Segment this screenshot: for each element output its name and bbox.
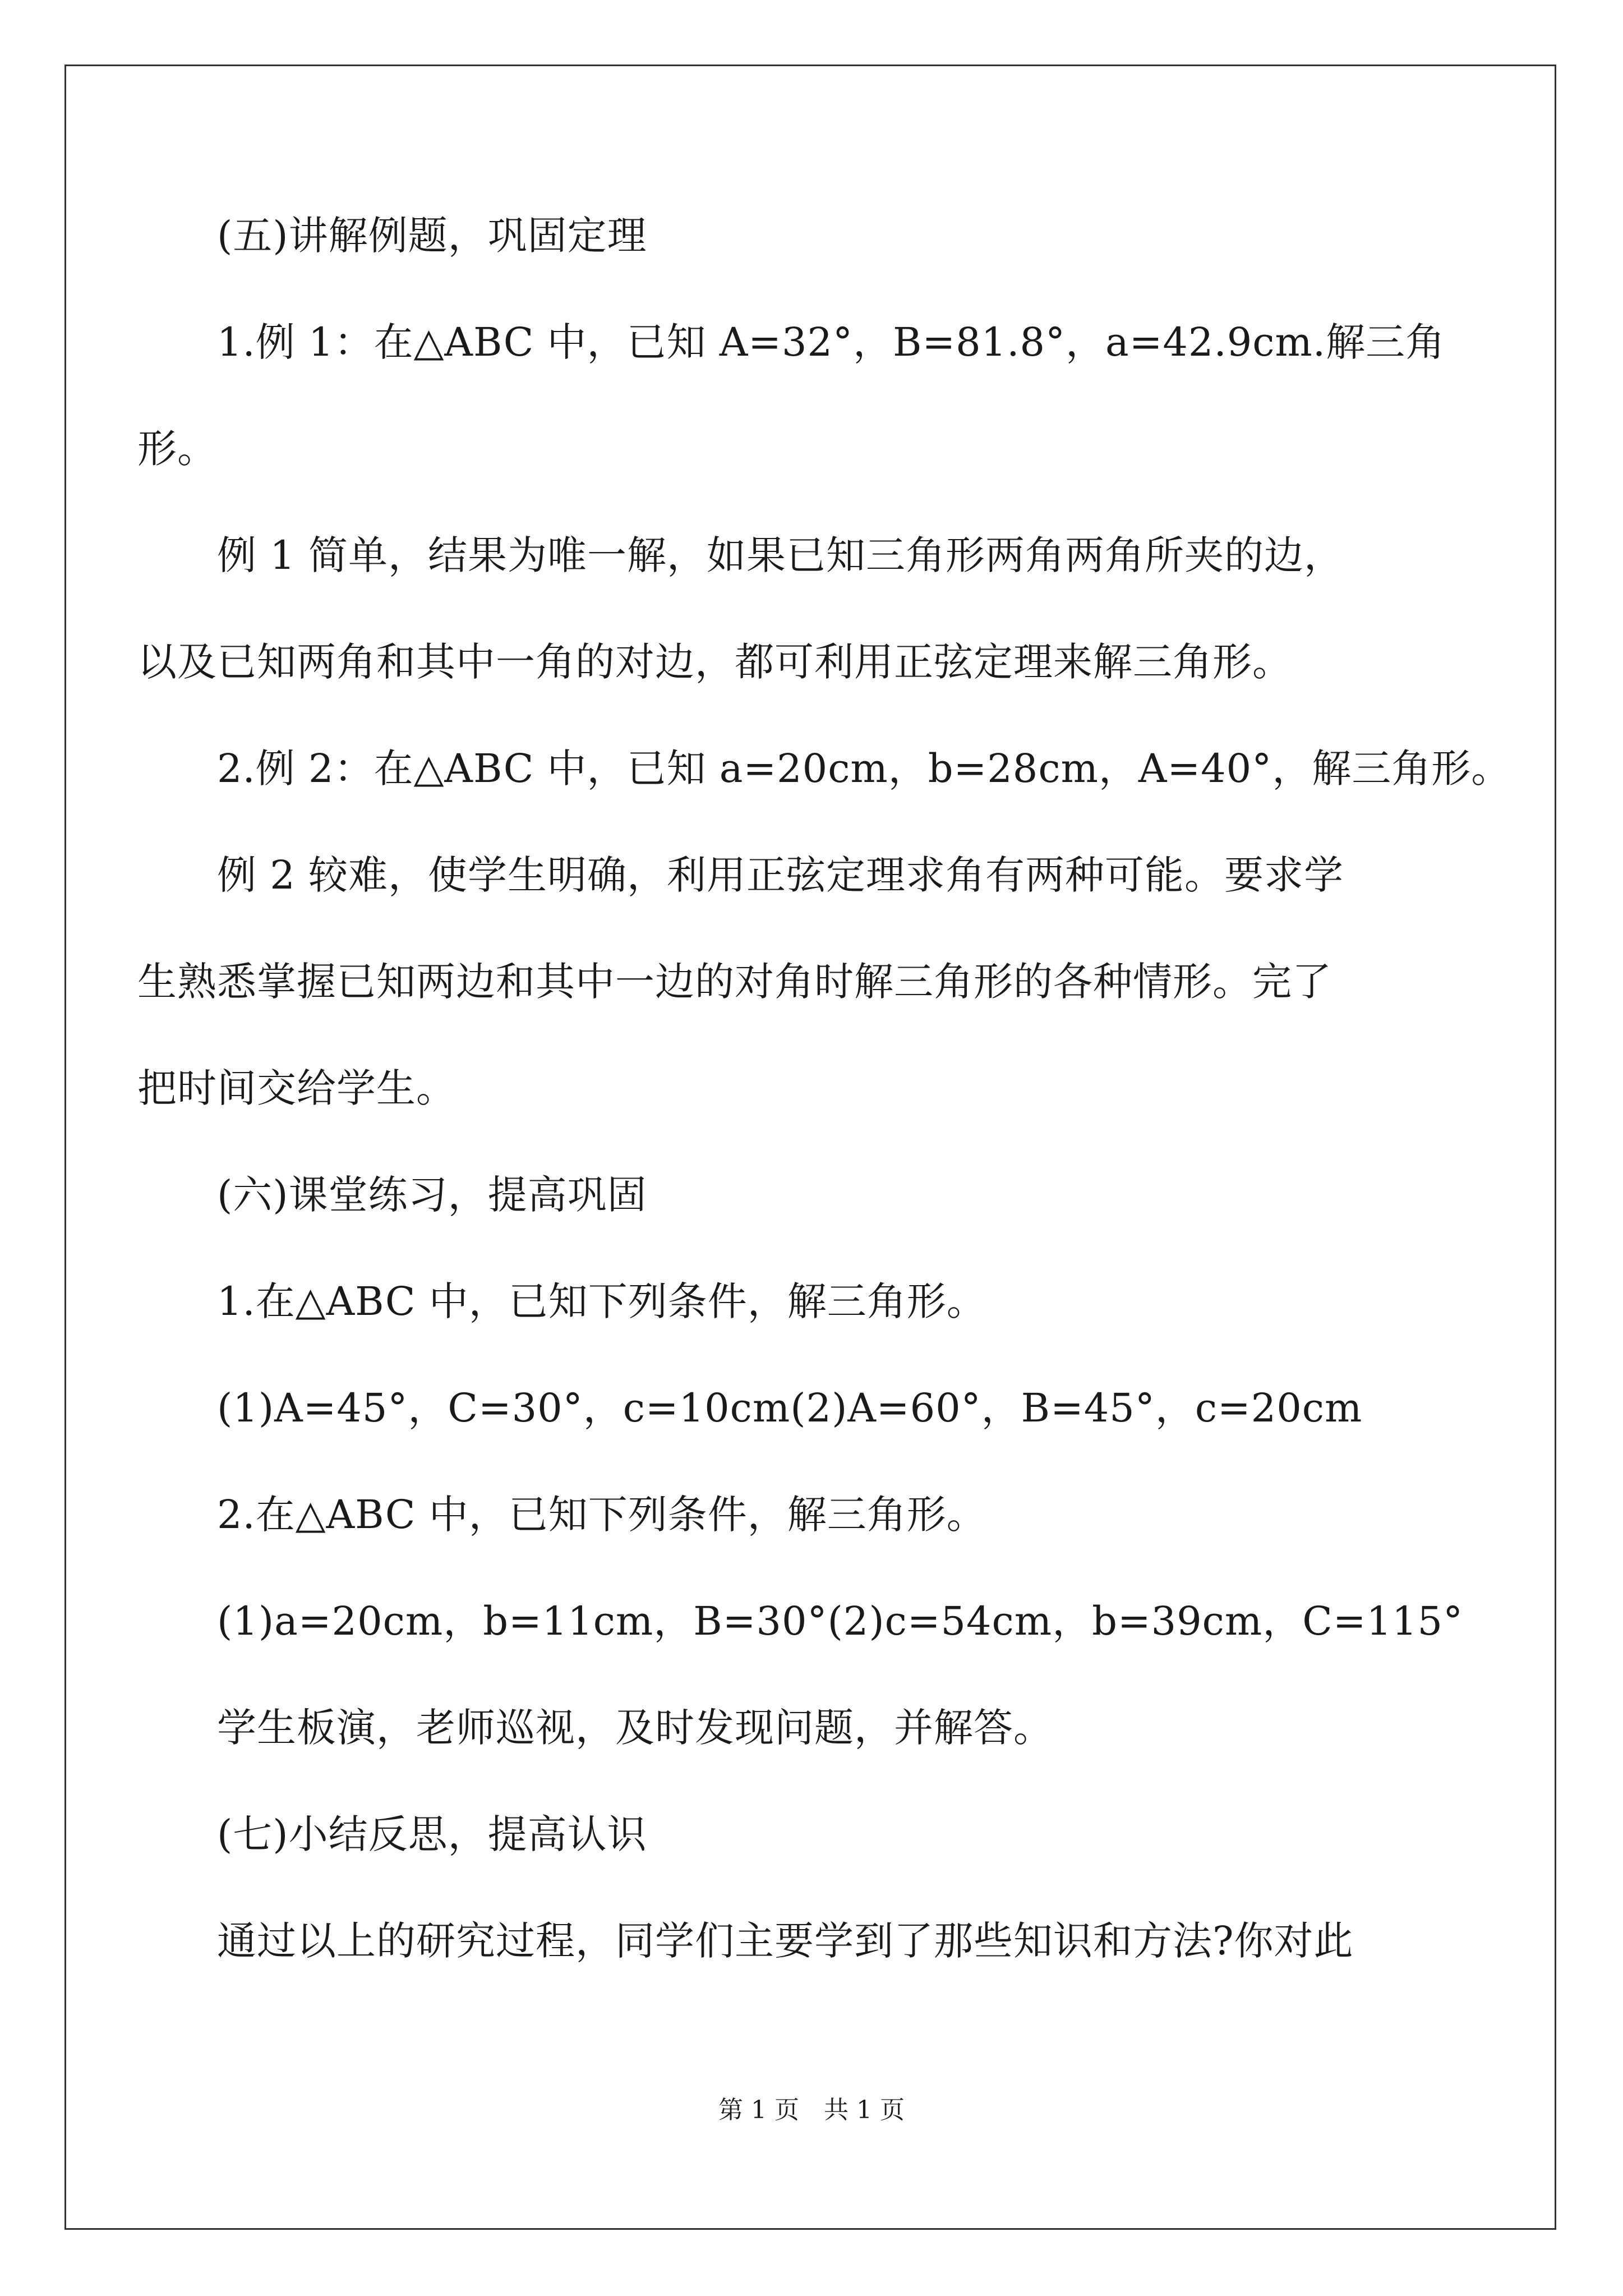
paragraph-line: 1.例 1：在△ABC 中，已知 A=32°，B=81.8°，a=42.9cm.解三角 bbox=[217, 319, 1446, 365]
page-border bbox=[64, 65, 1556, 2230]
paragraph-line: 2.在△ABC 中，已知下列条件，解三角形。 bbox=[217, 1492, 986, 1538]
paragraph-line: 把时间交给学生。 bbox=[137, 1065, 456, 1111]
paragraph-line: 例 2 较难，使学生明确，利用正弦定理求角有两种可能。要求学 bbox=[217, 852, 1344, 898]
section-heading-7: (七)小结反思，提高认识 bbox=[217, 1811, 647, 1857]
paragraph-line: 学生板演，老师巡视，及时发现问题，并解答。 bbox=[217, 1705, 1053, 1751]
paragraph-line: 2.例 2：在△ABC 中，已知 a=20cm，b=28cm，A=40°，解三角形。 bbox=[217, 746, 1511, 792]
section-heading-6: (六)课堂练习，提高巩固 bbox=[217, 1172, 647, 1218]
paragraph-line: (1)A=45°，C=30°，c=10cm(2)A=60°，B=45°，c=20cm bbox=[217, 1385, 1363, 1431]
paragraph-line: 以及已知两角和其中一角的对边，都可利用正弦定理来解三角形。 bbox=[137, 639, 1292, 685]
page-number: 第 1 页 共 1 页 bbox=[718, 2096, 905, 2124]
section-heading-5: (五)讲解例题，巩固定理 bbox=[217, 213, 647, 259]
paragraph-line: (1)a=20cm，b=11cm，B=30°(2)c=54cm，b=39cm，C=115° bbox=[217, 1598, 1464, 1644]
paragraph-line: 例 1 简单，结果为唯一解，如果已知三角形两角两角所夹的边， bbox=[217, 532, 1344, 578]
paragraph-line: 通过以上的研究过程，同学们主要学到了那些知识和方法?你对此 bbox=[217, 1918, 1354, 1964]
paragraph-line: 形。 bbox=[137, 426, 217, 472]
paragraph-line: 1.在△ABC 中，已知下列条件，解三角形。 bbox=[217, 1278, 986, 1324]
paragraph-line: 生熟悉掌握已知两边和其中一边的对角时解三角形的各种情形。完了 bbox=[137, 959, 1332, 1005]
